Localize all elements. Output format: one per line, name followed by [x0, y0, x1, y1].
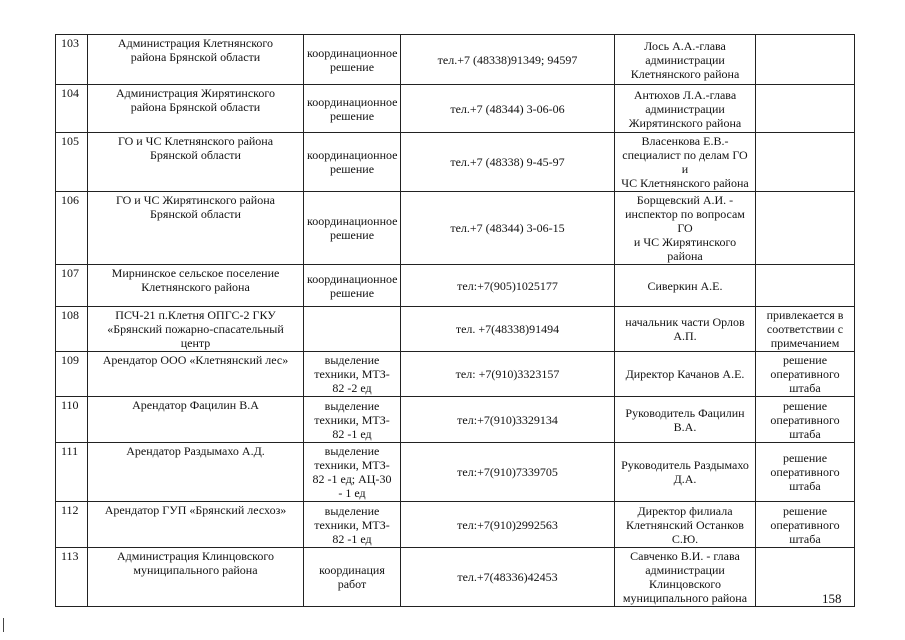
contact-person-cell: Сиверкин А.Е. — [615, 265, 756, 307]
table-row — [56, 352, 855, 397]
page-number: 158 — [822, 591, 842, 606]
row-number-cell: 113 — [56, 548, 88, 607]
contact-person-cell: Савченко В.И. - глава администрации Клинцовского муниципального района — [615, 548, 756, 607]
organization-cell: ГО и ЧС Клетнянского района Брянской области — [88, 133, 304, 192]
table-row — [56, 133, 855, 192]
phone-cell: тел.+7 (48338)91349; 94597 — [401, 35, 615, 85]
row-number-cell: 108 — [56, 307, 88, 352]
resource-cell: координационное решение — [304, 85, 401, 133]
contact-person-cell: Руководитель Раздымахо Д.А. — [615, 443, 756, 502]
row-number-cell: 112 — [56, 502, 88, 548]
contact-person-cell: Антюхов Л.А.-глава администрации Жирятинского района — [615, 85, 756, 133]
organization-cell: ПСЧ-21 п.Клетня ОПГС-2 ГКУ «Брянский пожарно-спасательный центр — [88, 307, 304, 352]
phone-cell: тел:+7(905)1025177 — [401, 265, 615, 307]
resource-cell: координация работ — [304, 548, 401, 607]
organization-cell: Администрация Жирятинского района Брянской области — [88, 85, 304, 133]
note-cell: решение оперативного штаба — [756, 397, 855, 443]
margin-mark — [3, 618, 4, 632]
phone-cell: тел: +7(910)3323157 — [401, 352, 615, 397]
table-row — [56, 265, 855, 307]
contact-person-cell: Директор Качанов А.Е. — [615, 352, 756, 397]
row-number-cell: 106 — [56, 192, 88, 265]
resource-cell: координационное решение — [304, 133, 401, 192]
resource-cell: выделение техники, МТЗ- 82 -2 ед — [304, 352, 401, 397]
contact-table — [55, 34, 855, 607]
row-number-cell: 103 — [56, 35, 88, 85]
row-number-cell: 111 — [56, 443, 88, 502]
note-cell: решение оперативного штаба — [756, 352, 855, 397]
table-row — [56, 397, 855, 443]
note-cell — [756, 85, 855, 133]
phone-cell: тел.+7 (48338) 9-45-97 — [401, 133, 615, 192]
organization-cell: Мирнинское сельское поселение Клетнянского района — [88, 265, 304, 307]
note-cell: привлекается в соответствии с примечанием — [756, 307, 855, 352]
note-cell: решение оперативного штаба — [756, 502, 855, 548]
table-row — [56, 192, 855, 265]
organization-cell: Администрация Клинцовского муниципального района — [88, 548, 304, 607]
table-row — [56, 443, 855, 502]
contact-person-cell: Директор филиала Клетнянский Останков С.Ю. — [615, 502, 756, 548]
note-cell — [756, 265, 855, 307]
row-number-cell: 104 — [56, 85, 88, 133]
organization-cell: Арендатор Фацилин В.А — [88, 397, 304, 443]
contact-person-cell: Руководитель Фацилин В.А. — [615, 397, 756, 443]
phone-cell: тел:+7(910)7339705 — [401, 443, 615, 502]
row-number-cell: 110 — [56, 397, 88, 443]
note-cell — [756, 192, 855, 265]
resource-cell: координационное решение — [304, 265, 401, 307]
contact-person-cell: Власенкова Е.В.- специалист по делам ГО и ЧС Клетнянского района — [615, 133, 756, 192]
phone-cell: тел. +7(48338)91494 — [401, 307, 615, 352]
contact-person-cell: Борщевский А.И. - инспектор по вопросам ГО и ЧС Жирятинского района — [615, 192, 756, 265]
row-number-cell: 109 — [56, 352, 88, 397]
organization-cell: Арендатор ООО «Клетнянский лес» — [88, 352, 304, 397]
note-cell: решение оперативного штаба — [756, 443, 855, 502]
row-number-cell: 107 — [56, 265, 88, 307]
resource-cell: выделение техники, МТЗ- 82 -1 ед — [304, 502, 401, 548]
table-row — [56, 548, 855, 607]
resource-cell: координационное решение — [304, 35, 401, 85]
contact-person-cell: Лось А.А.-глава администрации Клетнянского района — [615, 35, 756, 85]
table-row — [56, 85, 855, 133]
resource-cell: выделение техники, МТЗ- 82 -1 ед; АЦ-30 - 1 ед — [304, 443, 401, 502]
table-row — [56, 307, 855, 352]
table-row — [56, 502, 855, 548]
table-body — [56, 35, 855, 607]
resource-cell: выделение техники, МТЗ- 82 -1 ед — [304, 397, 401, 443]
phone-cell: тел.+7 (48344) 3-06-06 — [401, 85, 615, 133]
organization-cell: Арендатор ГУП «Брянский лесхоз» — [88, 502, 304, 548]
note-cell — [756, 133, 855, 192]
organization-cell: Арендатор Раздымахо А.Д. — [88, 443, 304, 502]
phone-cell: тел.+7(48336)42453 — [401, 548, 615, 607]
row-number-cell: 105 — [56, 133, 88, 192]
phone-cell: тел.+7 (48344) 3-06-15 — [401, 192, 615, 265]
contact-person-cell: начальник части Орлов А.П. — [615, 307, 756, 352]
resource-cell — [304, 307, 401, 352]
organization-cell: ГО и ЧС Жирятинского района Брянской области — [88, 192, 304, 265]
phone-cell: тел:+7(910)2992563 — [401, 502, 615, 548]
table-row — [56, 35, 855, 85]
phone-cell: тел:+7(910)3329134 — [401, 397, 615, 443]
note-cell — [756, 35, 855, 85]
organization-cell: Администрация Клетнянского района Брянской области — [88, 35, 304, 85]
resource-cell: координационное решение — [304, 192, 401, 265]
